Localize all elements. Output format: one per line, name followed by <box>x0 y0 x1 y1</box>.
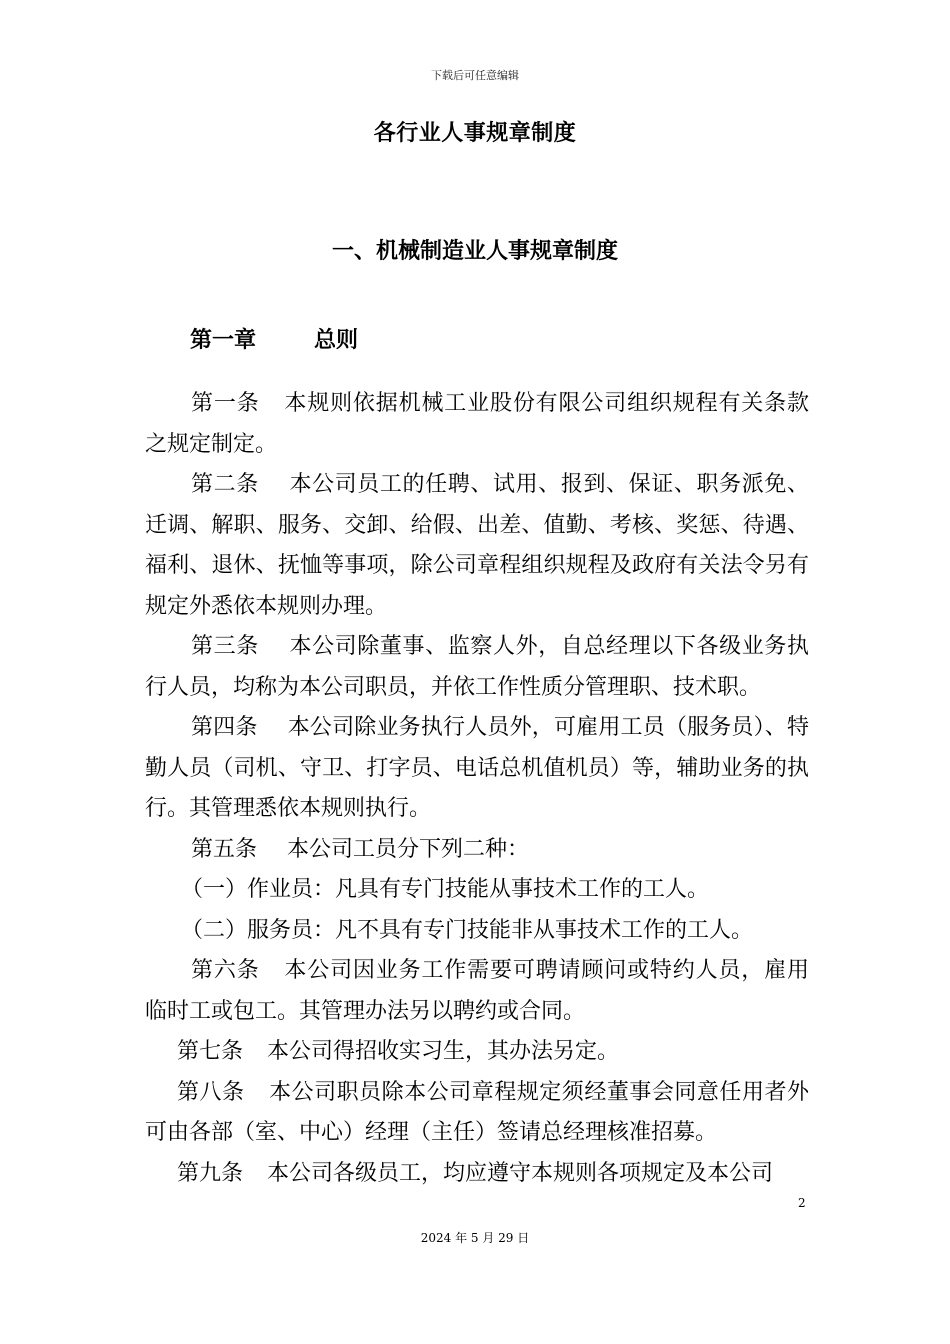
page-number: 2 <box>798 1196 806 1210</box>
article-label: 第四条 <box>191 715 258 740</box>
article-paragraph <box>145 830 809 871</box>
article-paragraph <box>145 1154 809 1195</box>
article-paragraph <box>145 951 809 1032</box>
article-label: 第八条 <box>177 1079 245 1105</box>
article-text: 本公司各级员工，均应遵守本规则各项规定及本公司 <box>267 1160 774 1186</box>
article-text: （二）服务员：凡不具有专门技能非从事技术工作的工人。 <box>181 917 754 943</box>
article-text: 本公司除董事、监察人外，自总经理以下各级业务执行人员，均称为本公司职员，并依工作性质分管理职、技术职。 <box>145 634 809 700</box>
articles-body <box>145 384 809 1194</box>
article-label: 第二条 <box>191 472 259 497</box>
article-label: 第一条 <box>191 391 260 416</box>
article-text: 本公司除业务执行人员外，可雇用工员（服务员）、特勤人员（司机、守卫、打字员、电话总机值机员）等，辅助业务的执行。其管理悉依本规则执行。 <box>145 715 809 821</box>
article-paragraph <box>145 870 809 911</box>
article-label: 第三条 <box>191 634 259 659</box>
article-text: 本公司得招收实习生，其办法另定。 <box>267 1039 620 1064</box>
article-text: 本公司因业务工作需要可聘请顾问或特约人员，雇用临时工或包工。其管理办法另以聘约或合同。 <box>145 958 809 1024</box>
article-label: 第九条 <box>177 1160 244 1186</box>
section-title: 一、机械制造业人事规章制度 <box>331 239 618 264</box>
footer-date: 2024 年 5 月 29 日 <box>420 1231 530 1245</box>
article-text: 本公司职员除本公司章程规定须经董事会同意任用者外可由各部（室、中心）经理（主任）签请总经理核准招募。 <box>145 1079 809 1145</box>
article-paragraph <box>145 384 809 465</box>
chapter-heading <box>190 323 358 354</box>
article-paragraph <box>145 465 809 627</box>
chapter-number: 第一章 <box>190 328 257 353</box>
article-paragraph <box>145 911 809 952</box>
article-text: 本公司员工的任聘、试用、报到、保证、职务派免、迁调、解职、服务、交卸、给假、出差、值勤、考核、奖惩、待遇、福利、退休、抚恤等事项，除公司章程组织规程及政府有关法令另有规定外悉依本规则办理。 <box>145 472 809 619</box>
article-label: 第六条 <box>191 958 260 983</box>
header-note: 下载后可任意编辑 <box>431 69 519 82</box>
article-paragraph <box>145 627 809 708</box>
chapter-name: 总则 <box>314 328 359 353</box>
article-paragraph <box>145 708 809 830</box>
article-label: 第七条 <box>177 1039 244 1064</box>
article-text: 本公司工员分下列二种： <box>287 836 530 862</box>
article-text: （一）作业员：凡具有专门技能从事技术工作的工人。 <box>181 877 710 902</box>
document-title: 各行业人事规章制度 <box>373 121 577 146</box>
article-text: 本规则依据机械工业股份有限公司组织规程有关条款之规定制定。 <box>145 391 809 457</box>
article-paragraph <box>145 1073 809 1154</box>
article-label: 第五条 <box>191 836 258 862</box>
article-paragraph <box>145 1032 809 1073</box>
